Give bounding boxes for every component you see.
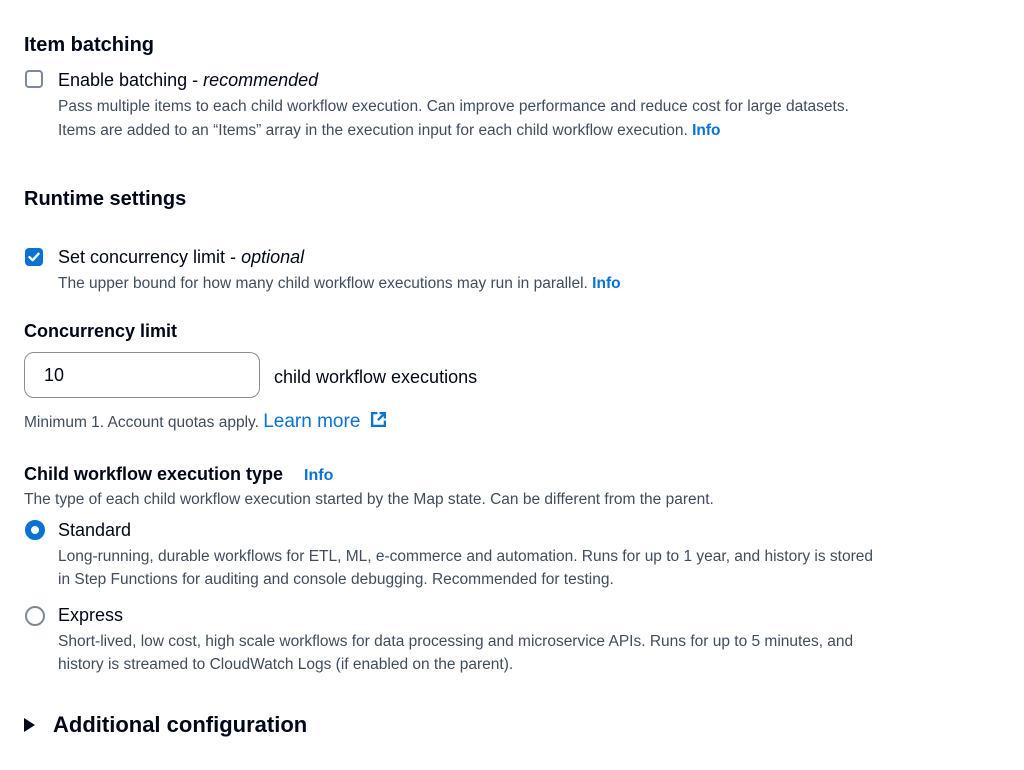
enable-batching-description-text: Items are added to an “Items” array in the execution input for each child workflow execution. (58, 122, 688, 139)
external-link-icon (370, 411, 387, 428)
enable-batching-checkbox[interactable] (25, 70, 43, 88)
express-description-line1: Short-lived, low cost, high scale workflows for data processing and microservice APIs. Runs for up to 5 minutes, and (58, 633, 854, 650)
concurrency-limit-checkbox[interactable] (25, 248, 43, 266)
concurrency-limit-constraint (24, 411, 387, 433)
concurrency-limit-input[interactable] (24, 352, 260, 398)
express-radio[interactable] (25, 606, 45, 626)
additional-configuration-expander[interactable] (24, 712, 307, 738)
item-batching-heading: Item batching (24, 34, 155, 56)
enable-batching-label[interactable] (58, 70, 318, 91)
enable-batching-description-line1: Pass multiple items to each child workflow execution. Can improve performance and reduce cost for large datasets. (58, 98, 849, 115)
standard-radio[interactable] (25, 520, 45, 540)
concurrency-info-link[interactable]: Info (592, 275, 621, 292)
concurrency-limit-unit: child workflow executions (274, 367, 478, 387)
learn-more-link[interactable] (263, 411, 386, 432)
enable-batching-label-suffix: recommended (203, 70, 319, 90)
enable-batching-description (58, 95, 1018, 143)
runtime-settings-heading: Runtime settings (24, 188, 187, 210)
concurrency-limit-label: Concurrency limit (24, 321, 178, 341)
express-description (58, 630, 853, 676)
express-description-line2: history is streamed to CloudWatch Logs (if enabled on the parent). (58, 656, 514, 673)
standard-description-line1: Long-running, durable workflows for ETL, ML, e-commerce and automation. Runs for up to 1 year, and history is stored (58, 548, 874, 565)
concurrency-description-text: The upper bound for how many child workflow executions may run in parallel. (58, 275, 588, 292)
execution-type-info-link[interactable]: Info (304, 467, 334, 484)
enable-batching-description-line2 (58, 119, 1018, 143)
item-batching-info-link[interactable]: Info (692, 122, 721, 139)
standard-description-line2: in Step Functions for auditing and console debugging. Recommended for testing. (58, 571, 614, 588)
concurrency-limit-checkbox-label-suffix: optional (241, 247, 305, 267)
express-radio-label[interactable]: Express (58, 605, 124, 625)
standard-radio-label[interactable]: Standard (58, 520, 132, 540)
execution-type-description: The type of each child workflow execution started by the Map state. Can be different from the parent. (24, 491, 714, 508)
additional-configuration-label: Additional configuration (53, 712, 308, 737)
enable-batching-label-text: Enable batching - (58, 70, 204, 90)
execution-type-label (24, 464, 333, 485)
concurrency-constraint-text: Minimum 1. Account quotas apply. (24, 414, 259, 431)
caret-right-icon (24, 718, 35, 732)
learn-more-link-text: Learn more (263, 411, 361, 432)
concurrency-limit-checkbox-label-text: Set concurrency limit - (58, 247, 242, 267)
standard-description (58, 545, 873, 591)
checkmark-icon (27, 250, 41, 264)
execution-type-label-text: Child workflow execution type (24, 464, 284, 484)
concurrency-limit-checkbox-label[interactable] (58, 247, 304, 268)
concurrency-limit-checkbox-description (58, 272, 621, 296)
